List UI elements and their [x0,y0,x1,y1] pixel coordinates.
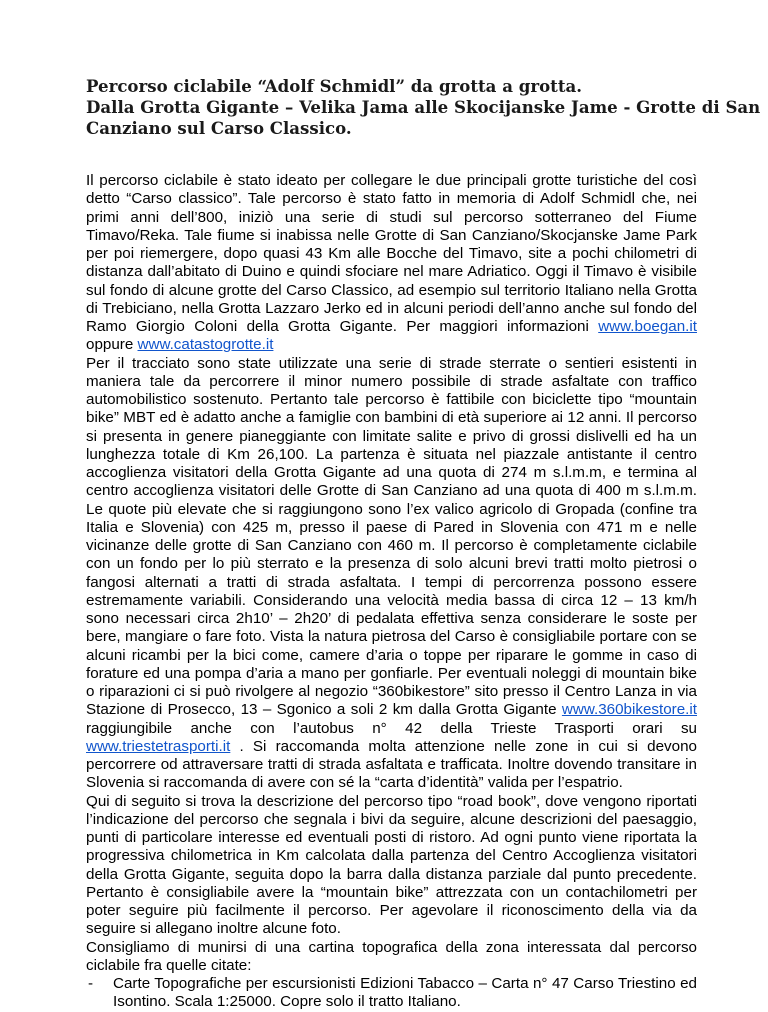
paragraph-route [86,355,697,793]
paragraph-route-end: . Si raccomanda molta attenzione nelle zone in cui si devono percorrere od attraversare tratti di strada asfaltata e trafficata. Inoltre dovendo transitare in Slovenia si raccomanda di avere con sé la “carta d’identità” valida per l’espatrio. [86,737,697,792]
list-dash: - [88,975,94,992]
paragraph-maps-text: Consigliamo di munirsi di una cartina topografica della zona interessata dal percorso ciclabile fra quelle citate: [86,938,697,974]
paragraph-maps [86,939,697,976]
title-line-3: Canziano sul Carso Classico. [86,118,352,138]
paragraph-roadbook-text: Qui di seguito si trova la descrizione del percorso tipo “road book”, dove vengono riportati l’indicazione del percorso che segnala i bivi da seguire, alcune descrizioni del paesaggio, punti di particolare interesse ed eventuali posti di ristoro. Ad ogni punto viene riportata la progressiva chilometrica in Km calcolata dalla partenza del Centro Accoglienza visitatori della Grotta Gigante, seguita dopo la barra dalla distanza parziale dal punto precedente. Pertanto è consigliabile avere la “mountain bike” attrezzata con un contachilometri per poter seguire più facilmente il percorso. Per agevolare il riconoscimento della via da seguire si allegano inoltre alcune foto. [86,792,697,938]
map-list [86,975,697,1012]
list-item-text: Carte Topografiche per escursionisti Edizioni Tabacco – Carta n° 47 Carso Triestino ed Isontino. Scala 1:25000. Copre solo il tratto Italiano. [113,975,697,1011]
paragraph-intro-text: Il percorso ciclabile è stato ideato per collegare le due principali grotte turistiche del così detto “Carso classico”. Tale percorso è stato fatto in memoria di Adolf Schmidl che, nei primi anni dell’800, iniziò una serie di studi sul percorso sotterraneo del Fiume Timavo/Reka. Tale fiume si inabissa nelle Grotte di San Canziano/Skocjanske Jame Park per poi riemergere, dopo quasi 43 Km alle Bocche del Timavo, site a pochi chilometri di distanza dall’abitato di Duino e quindi sfociare nel mare Adriatico. Oggi il Timavo è visibile sul fondo di alcune grotte del Carso Classico, ad esempio sul territorio Italiano nella Grotta di Trebiciano, nella Grotta Lazzaro Jerko ed in alcuni periodi dell’anno anche sul fondo del Ramo Giorgio Coloni della Grotta Gigante. Per maggiori informazioni [86,172,697,335]
link-360bikestore[interactable]: www.360bikestore.it [561,701,697,719]
title-line-2: Dalla Grotta Gigante – Velika Jama alle Skocijanske Jame - Grotte di San [86,97,761,117]
document-title [86,76,761,139]
list-item [86,975,697,1012]
paragraph-intro [86,172,697,355]
link-triestetrasporti[interactable]: www.triestetrasporti.it [86,737,231,755]
link-catastogrotte[interactable]: www.catastogrotte.it [137,336,274,354]
paragraph-roadbook [86,793,697,939]
link-boegan[interactable]: www.boegan.it [598,318,697,335]
title-line-1: Percorso ciclabile “Adolf Schmidl” da grotta a grotta. [86,76,583,96]
paragraph-route-connector: raggiungibile anche con l’autobus n° 42 della Trieste Trasporti orari su [86,719,697,737]
paragraph-intro-connector: oppure [86,336,138,354]
document-body [86,172,697,1012]
paragraph-route-text: Per il tracciato sono state utilizzate una serie di strade sterrate o sentieri esistenti in maniera tale da percorrere il minor numero possibile di strade asfaltate con traffico automobilistico sostenuto. Pertanto tale percorso è fattibile con biciclette tipo “mountain bike” MBT ed è adatto anche a famiglie con bambini di età superiore ai 12 anni. Il percorso si presenta in genere pianeggiante con limitate salite e privo di grossi dislivelli ed ha un lunghezza totale di Km 26,100. La partenza è situata nel piazzale antistante il centro accoglienza visitatori della Grotta Gigante ad una quota di 274 m s.l.m.m, e termina al centro accoglienza visitatori delle Grotte di San Canziano ad una quota di 400 m s.l.m.m. Le quote più elevate che si raggiungono sono l’ex valico agricolo di Gropada (confine tra Italia e Slovenia) con 425 m, presso il paese di Pared in Slovenia con 471 m e nelle vicinanze delle grotte di San Canziano con 460 m. Il percorso è completamente ciclabile con un fondo per lo più sterrato e la presenza di solo alcuni brevi tratti molto pietrosi o fangosi alternati a tratti di strada asfaltata. I tempi di percorrenza possono essere estremamente variabili. Considerando una velocità media bassa di circa 12 – 13 km/h sono necessari circa 2h10’ – 2h20’ di pedalata effettiva senza considerare le soste per bere, mangiare o fare foto. Vista la natura pietrosa del Carso è consigliabile portare con se alcuni ricambi per la bici come, camere d’aria o toppe per riparare le gomme in caso di forature ed una pompa d’aria a mano per gonfiarle. Per eventuali noleggi di mountain bike o riparazioni ci si può rivolgere al negozio “360bikestore” sito presso il Centro Lanza in via Stazione di Prosecco, 13 – Sgonico a soli 2 km dalla Grotta Gigante [86,354,697,719]
